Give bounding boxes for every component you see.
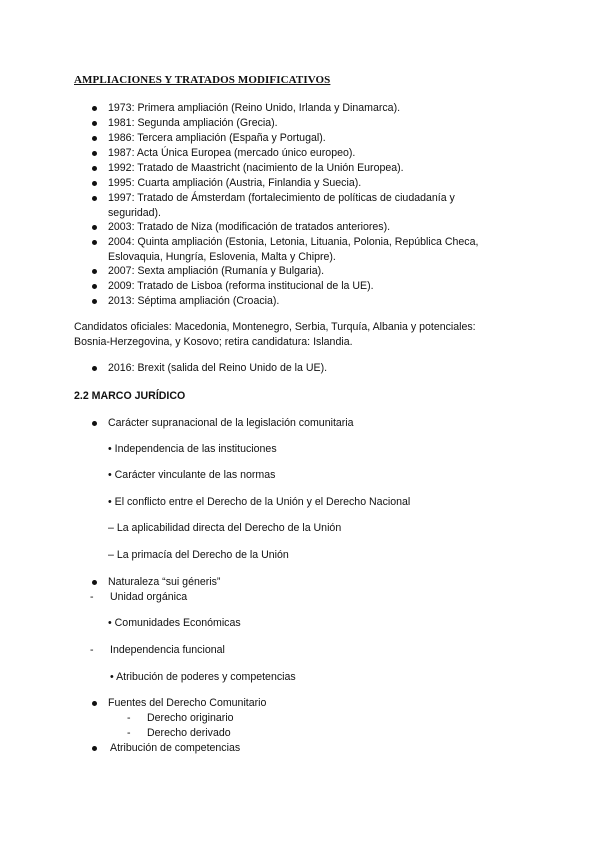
bullet-icon [92,580,97,585]
bullet-icon [92,284,97,289]
list-item: 2003: Tratado de Niza (modificación de tratados anteriores). [108,221,391,233]
sub-item: • Atribución de poderes y competencias [110,671,296,683]
sub-item: • Comunidades Económicas [108,617,241,629]
bullet-icon [92,136,97,141]
section2-title: 2.2 MARCO JURÍDICO [74,390,186,402]
bullet-icon [92,269,97,274]
bullet-icon [92,299,97,304]
sub-item: • El conflicto entre el Derecho de la Unión y el Derecho Nacional [108,496,411,508]
list-item-originario: Derecho originario [147,712,234,724]
list-item: 2013: Séptima ampliación (Croacia). [108,295,280,307]
bullet-icon [92,746,97,751]
list-item: 1981: Segunda ampliación (Grecia). [108,117,278,129]
section1-title: AMPLIACIONES Y TRATADOS MODIFICATIVOS [74,74,331,86]
list-item: 1992: Tratado de Maastricht (nacimiento de la Unión Europea). [108,162,404,174]
list-item-independencia: Independencia funcional [110,644,225,656]
list-item-unidad: Unidad orgánica [110,591,188,603]
list-item-caracter: Carácter supranacional de la legislación comunitaria [108,417,354,429]
sub-item: – La aplicabilidad directa del Derecho de la Unión [108,522,342,534]
bullet-icon [92,366,97,371]
dash-mark: - [90,644,94,656]
candidates-text-line2: Bosnia-Herzegovina, y Kosovo; retira candidatura: Islandia. [74,336,353,348]
list-item-continuation: seguridad). [108,207,161,219]
dash-mark: - [127,727,131,739]
candidates-text-line1: Candidatos oficiales: Macedonia, Montenegro, Serbia, Turquía, Albania y potenciales: [74,321,476,333]
sub-item: – La primacía del Derecho de la Unión [108,549,289,561]
bullet-icon [92,151,97,156]
list-item: 1995: Cuarta ampliación (Austria, Finlandia y Suecia). [108,177,362,189]
bullet-icon [92,166,97,171]
list-item: 1987: Acta Única Europea (mercado único europeo). [108,147,356,159]
bullet-icon [92,240,97,245]
dash-mark: - [127,712,131,724]
list-item-atribucion: Atribución de competencias [110,742,241,754]
list-item-naturaleza: Naturaleza “sui géneris” [108,576,221,588]
bullet-icon [92,225,97,230]
list-item-fuentes: Fuentes del Derecho Comunitario [108,697,267,709]
bullet-icon [92,196,97,201]
bullet-icon [92,701,97,706]
list-item: 2004: Quinta ampliación (Estonia, Letonia, Lituania, Polonia, República Checa, [108,236,479,248]
bullet-icon [92,421,97,426]
bullet-icon [92,181,97,186]
list-item: 2007: Sexta ampliación (Rumanía y Bulgaria). [108,265,325,277]
sub-item: • Carácter vinculante de las normas [108,469,276,481]
list-item: 1997: Tratado de Ámsterdam (fortalecimiento de políticas de ciudadanía y [108,192,455,204]
brexit-item: 2016: Brexit (salida del Reino Unido de la UE). [108,362,328,374]
bullet-icon [92,106,97,111]
list-item: 1986: Tercera ampliación (España y Portugal). [108,132,326,144]
list-item: 2009: Tratado de Lisboa (reforma institucional de la UE). [108,280,374,292]
dash-mark: - [90,591,94,603]
sub-item: • Independencia de las instituciones [108,443,277,455]
list-item-derivado: Derecho derivado [147,727,231,739]
bullet-icon [92,121,97,126]
list-item: 1973: Primera ampliación (Reino Unido, Irlanda y Dinamarca). [108,102,401,114]
list-item-continuation: Eslovaquia, Hungría, Eslovenia, Malta y Chipre). [108,251,336,263]
